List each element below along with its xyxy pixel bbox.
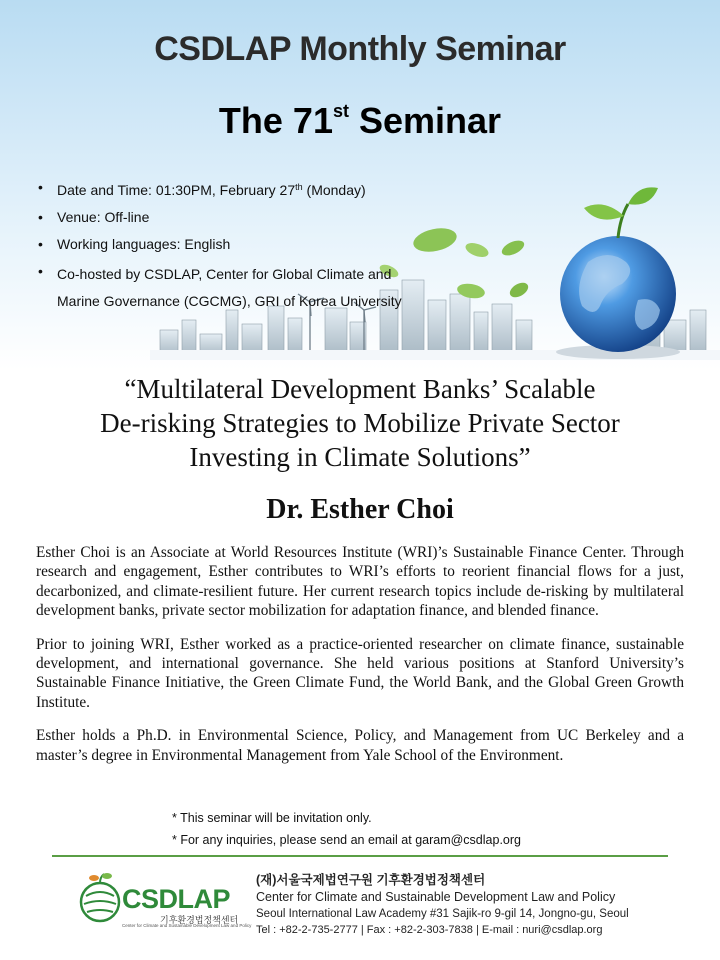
org-contact: Tel : +82-2-735-2777 | Fax : +82-2-303-7838 | E-mail : nuri@csdlap.org bbox=[256, 924, 603, 936]
logo-wordmark: CSDLAP bbox=[122, 884, 231, 914]
bio-paragraph: Esther Choi is an Associate at World Resources Institute (WRI)’s Sustainable Finance Center. Through research and engagement, Esther contributes to WRI’s efforts to reorient financial flows for a just, decarbonized, and climate-resilient future. Her current research topics include de-risking by multilateral development banks, private sector mobilization for adaptation finance, and blended finance. bbox=[36, 544, 684, 620]
talk-title: “Multilateral Development Banks’ Scalable De-risking Strategies to Mobilize Private Sector Investing in Climate Solutions” bbox=[100, 374, 620, 472]
org-address: Seoul International Law Academy #31 Sajik-ro 9-gil 14, Jongno-gu, Seoul bbox=[256, 908, 629, 920]
date-time-item: • Date and Time: 01:30PM, February 27th (Monday) bbox=[38, 179, 366, 198]
leaf-icon bbox=[498, 238, 528, 258]
leaf-icon bbox=[506, 280, 532, 300]
logo-korean-name: 기후환경법정책센터 bbox=[160, 915, 239, 925]
logo-english-name: Center for Climate and Sustainable Development Law and Policy bbox=[122, 923, 252, 928]
inquiry-note: * For any inquiries, please send an email at garam@csdlap.org bbox=[172, 833, 521, 847]
speaker-bio bbox=[36, 543, 684, 779]
invitation-note: * This seminar will be invitation only. bbox=[172, 811, 372, 825]
leaf-icon bbox=[454, 280, 488, 302]
leaf-icon bbox=[462, 240, 492, 260]
notes bbox=[172, 807, 521, 851]
seminar-number: The 71st Seminar bbox=[218, 100, 502, 141]
languages-item: • Working languages: English bbox=[38, 236, 231, 252]
event-details-list bbox=[38, 177, 428, 322]
speaker-name: Dr. Esther Choi bbox=[266, 494, 454, 525]
globe-sprout-illustration bbox=[538, 182, 698, 362]
cohost-item: • Co-hosted by CSDLAP, Center for Global Climate and Marine Governance (CGCMG), GRI of Korea University bbox=[38, 263, 402, 309]
org-korean-name: (재)서울국제법연구원 기후환경법정책센터 bbox=[256, 873, 486, 887]
venue-item: • Venue: Off-line bbox=[38, 209, 150, 225]
bio-paragraph: Esther holds a Ph.D. in Environmental Science, Policy, and Management from UC Berkeley and a master’s degree in Environmental Management from Yale School of the Environment. bbox=[36, 727, 684, 764]
series-title: CSDLAP Monthly Seminar bbox=[154, 30, 566, 68]
organization-info bbox=[256, 872, 629, 938]
org-english-name: Center for Climate and Sustainable Development Law and Policy bbox=[256, 890, 616, 904]
csdlap-logo-icon bbox=[78, 872, 122, 924]
bio-paragraph: Prior to joining WRI, Esther worked as a practice-oriented researcher on climate finance, sustainable development, and international governance. She held various positions at Stanford University’s Sustainable Finance Initiative, the Green Climate Fund, the World Bank, and the Global Green Growth Institute. bbox=[36, 635, 684, 711]
divider bbox=[52, 855, 668, 857]
